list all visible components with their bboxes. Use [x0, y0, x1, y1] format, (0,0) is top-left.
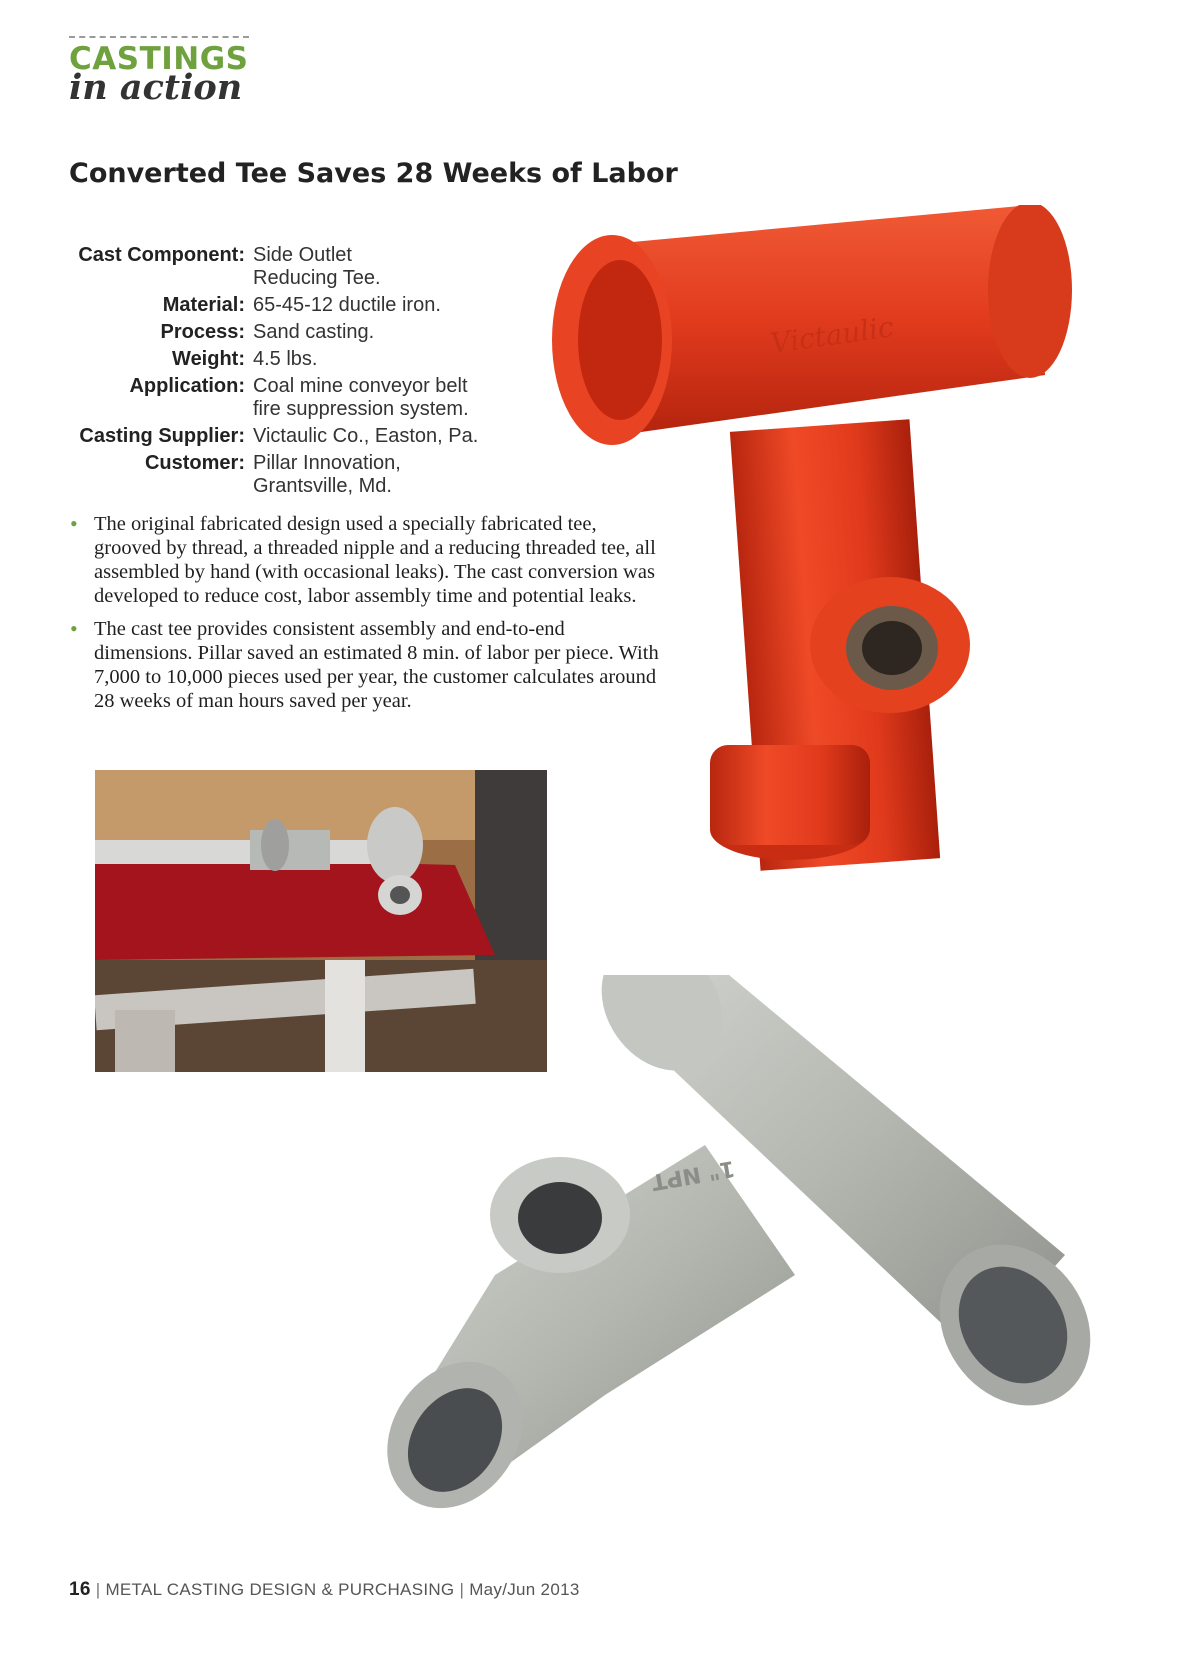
spec-row — [69, 244, 529, 290]
silver-tee-marking: 1" NPT — [649, 1154, 737, 1195]
red-tee-marking: Victaulic — [768, 310, 896, 361]
spec-row — [69, 375, 529, 421]
spec-value: Pillar Innovation, Grantsville, Md. — [253, 452, 401, 497]
issue-date: May/Jun 2013 — [469, 1580, 580, 1599]
spec-label: Customer: — [144, 452, 245, 474]
page-number: 16 — [69, 1579, 91, 1600]
spec-row — [69, 294, 529, 317]
spec-label: Cast Component: — [78, 244, 245, 266]
spec-label: Process: — [160, 321, 245, 343]
spec-row — [69, 425, 529, 448]
section-header — [69, 36, 249, 108]
spec-label: Application: — [129, 375, 245, 397]
article-headline: Converted Tee Saves 28 Weeks of Labor — [69, 158, 678, 189]
spec-label: Weight: — [172, 348, 245, 370]
bullet-text: The original fabricated design used a specially fabricated tee, grooved by thread, a threaded nipple and a reducing threaded tee, all assembled by hand (with occasional leaks). The cast conversion was developed to reduce cost, labor assembly time and potential leaks. — [94, 513, 656, 607]
spec-value: Coal mine conveyor belt fire suppression system. — [253, 375, 469, 420]
spec-row — [69, 348, 529, 371]
spec-label: Material: — [162, 294, 245, 316]
section-subtitle: in action — [69, 67, 243, 108]
spec-value: Side Outlet Reducing Tee. — [253, 244, 381, 289]
bullet-icon: • — [70, 616, 78, 641]
spec-value: 4.5 lbs. — [253, 348, 318, 370]
red-tee-photo — [540, 205, 1100, 905]
spec-label: Casting Supplier: — [79, 425, 245, 447]
bullet-text: The cast tee provides consistent assembly and end-to-end dimensions. Pillar saved an estimated 8 min. of labor per piece. With 7,000 to 10,000 pieces used per year, the customer calculates around 28 weeks of man hours saved per year. — [94, 618, 659, 712]
spec-row — [69, 452, 529, 498]
page-footer — [69, 1579, 580, 1601]
footer-separator: | — [459, 1580, 465, 1599]
bullet-icon: • — [70, 511, 78, 536]
magazine-title: METAL CASTING DESIGN & PURCHASING — [105, 1580, 455, 1599]
footer-separator: | — [95, 1580, 101, 1599]
silver-tee-photo — [375, 975, 1115, 1535]
spec-value: Sand casting. — [253, 321, 375, 343]
spec-value: 65-45-12 ductile iron. — [253, 294, 441, 316]
section-title: CASTINGS — [69, 41, 249, 77]
spec-row — [69, 321, 529, 344]
spec-value: Victaulic Co., Easton, Pa. — [253, 425, 479, 447]
dashed-rule — [69, 36, 249, 38]
spec-list — [69, 244, 529, 502]
